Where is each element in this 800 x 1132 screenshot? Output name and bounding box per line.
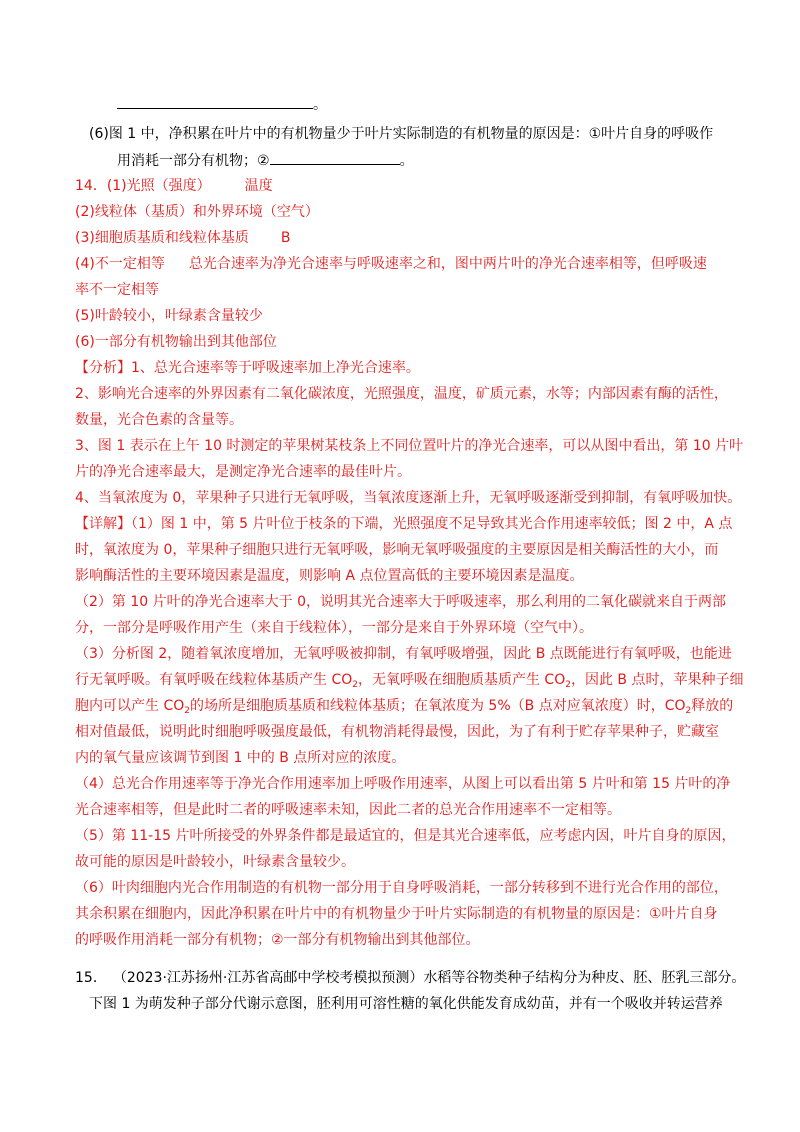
answer-4-line-1: (4)不一定相等 总光合速率为净光合速率与呼吸速率之和，图中两片叶的净光合速率相等，但呼吸速	[75, 256, 707, 272]
analysis-line-6: 4、当氧浓度为 0，苹果种子只进行无氧呼吸，当氧浓度逐渐上升，无氧呼吸逐渐受到抑制，有氧呼吸加快。	[75, 490, 742, 506]
detail-line-5: 分，一部分是呼吸作用产生（来自于线粒体），一部分是来自于外界环境（空气中）。	[75, 620, 593, 636]
detail-line-10: 内的氧气量应该调节到图 1 中的 B 点所对应的浓度。	[75, 750, 406, 766]
detail-line-3: 影响酶活性的主要环境因素是温度，则影响 A 点位置高低的主要环境因素是温度。	[75, 568, 584, 584]
detail-line-8: 胞内可以产生 $CO_2$的场所是细胞质基质和线粒体基质；在氧浓度为 5%（B 点对应氧浓度）时，$CO_2$释放的	[75, 698, 734, 716]
detail-line-4: （2）第 10 片叶的净光合速率大于 0，说明其光合速率大于呼吸速率，那么利用的二氧化碳就来自于两部	[75, 594, 726, 610]
fill-blank	[270, 150, 400, 165]
fill-blank	[117, 94, 313, 109]
detail-line-17: 的呼吸作用消耗一部分有机物；②一部分有机物输出到其他部位。	[75, 932, 480, 948]
answer-2: (2)线粒体（基质）和外界环境（空气）	[75, 204, 319, 220]
detail-line-6: （3）分析图 2，随着氧浓度增加，无氧呼吸被抑制，有氧呼吸增强，因此 B 点既能进行有氧呼吸，也能进	[75, 646, 732, 662]
question-6-line-2: 用消耗一部分有机物；② 。	[117, 150, 414, 171]
analysis-line-4: 3、图 1 表示在上午 10 时测定的苹果树某枝条上不同位置叶片的净光合速率，可以从图中看出，第 10 片叶	[75, 438, 744, 454]
question-15-line-2: 下图 1 为萌发种子部分代谢示意图，胚利用可溶性糖的氧化供能发育成幼苗，并有一个吸收并转运营养	[89, 996, 723, 1012]
detail-line-1: 【详解】（1）图 1 中，第 5 片叶位于枝条的下端，光照强度不足导致其光合作用速率较低；图 2 中，A 点	[75, 516, 733, 532]
answer-3: (3)细胞质基质和线粒体基质 B	[75, 230, 291, 246]
detail-line-2: 时，氧浓度为 0，苹果种子细胞只进行无氧呼吸，影响无氧呼吸强度的主要原因是相关酶活性的大小，而	[75, 542, 719, 558]
detail-line-14: 故可能的原因是叶龄较小，叶绿素含量较少。	[75, 854, 355, 870]
answer-1: 14．(1)光照（强度） 温度	[75, 178, 273, 194]
detail-line-11: （4）总光合作用速率等于净光合作用速率加上呼吸作用速率，从图上可以看出第 5 片叶和第 15 片叶的净	[75, 776, 731, 792]
detail-line-7: 行无氧呼吸。有氧呼吸在线粒体基质产生 $CO_2$，无氧呼吸在细胞质基质产生 $CO_2$，因此 B 点时，苹果种子细	[75, 672, 744, 690]
question-15-line-1: 15． （2023·江苏扬州·江苏省高邮中学校考模拟预测）水稻等谷物类种子结构分为种皮、胚、胚乳三部分。	[75, 970, 746, 986]
analysis-line-3: 数量，光合色素的含量等。	[75, 412, 243, 428]
subscript: 2	[565, 680, 571, 690]
subscript: 2	[685, 706, 692, 716]
detail-line-12: 光合速率相等，但是此时二者的呼吸速率未知，因此二者的总光合作用速率不一定相等。	[75, 802, 621, 818]
answer-4-line-2: 率不一定相等	[75, 282, 159, 298]
answer-blank-line: 。	[117, 94, 327, 115]
analysis-line-5: 片的净光合速率最大，是测定净光合速率的最佳叶片。	[75, 464, 411, 480]
subscript: 2	[184, 706, 190, 716]
detail-line-16: 其余积累在细胞内，因此净积累在叶片中的有机物量少于叶片实际制造的有机物量的原因是：①叶片自身	[75, 906, 718, 922]
question-6-line-1: (6)图 1 中，净积累在叶片中的有机物量少于叶片实际制造的有机物量的原因是：①叶片自身的呼吸作	[89, 126, 714, 142]
subscript: 2	[352, 680, 358, 690]
answer-5: (5)叶龄较小，叶绿素含量较少	[75, 308, 263, 324]
detail-line-15: （6）叶肉细胞内光合作用制造的有机物一部分用于自身呼吸消耗，一部分转移到不进行光合作用的部位，	[75, 880, 728, 896]
analysis-line-1: 【分析】1、总光合速率等于呼吸速率加上净光合速率。	[75, 360, 420, 376]
analysis-line-2: 2、影响光合速率的外界因素有二氧化碳浓度，光照强度，温度，矿质元素，水等；内部因素有酶的活性，	[75, 386, 728, 402]
detail-line-9: 相对值最低，说明此时细胞呼吸强度最低，有机物消耗得最慢，因此，为了有利于贮存苹果种子，贮藏室	[75, 724, 719, 740]
detail-line-13: （5）第 11-15 片叶所接受的外界条件都是最适宜的，但是其光合速率低，应考虑内因，叶片自身的原因，	[75, 828, 736, 844]
answer-6: (6)一部分有机物输出到其他部位	[75, 334, 277, 350]
question-number: 15．	[75, 970, 107, 986]
